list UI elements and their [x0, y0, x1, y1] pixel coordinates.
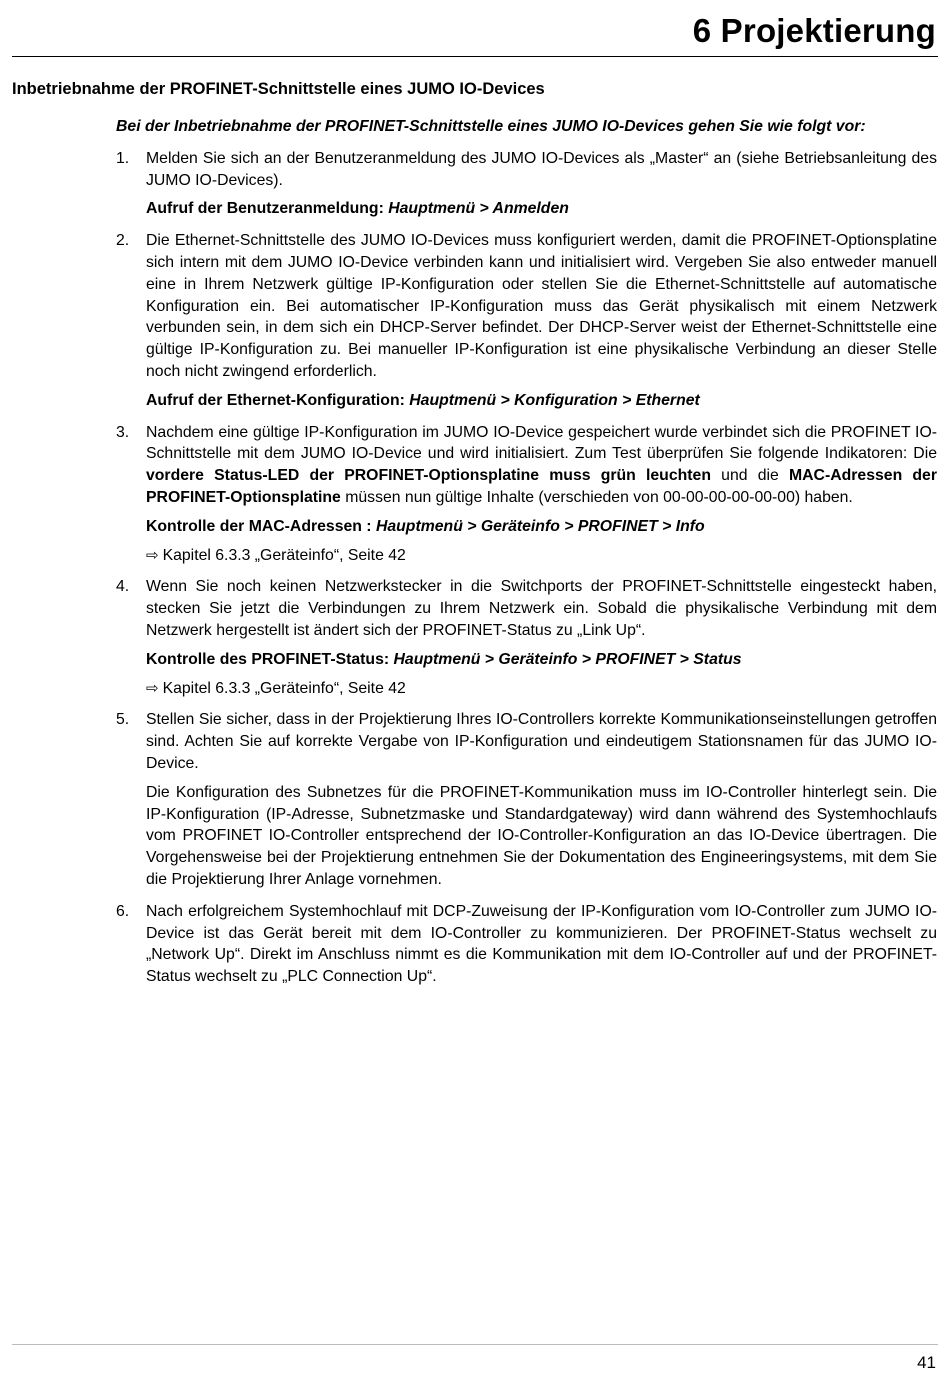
menu-path [146, 198, 937, 220]
step-number: 4. [116, 578, 130, 596]
step-4 [116, 576, 937, 699]
main-content [116, 114, 937, 998]
step-1 [116, 148, 937, 220]
cross-reference-link[interactable]: Kapitel 6.3.3 „Geräteinfo“, Seite 42 [162, 679, 406, 697]
step-number: 6. [116, 902, 130, 920]
step-number: 5. [116, 711, 130, 729]
menu-path [146, 390, 937, 412]
steps-list [116, 148, 937, 988]
step-number: 2. [116, 232, 130, 250]
step-number: 1. [116, 149, 130, 167]
step-text-part: Nachdem eine gültige IP-Konfiguration im JUMO IO-Device gespeichert wurde verbindet sich die PROFINET IO-Schnittstelle mit dem JUMO IO-Device und wird initialisiert. Zum Test überprüfen Sie folgende Indikatoren: Die [146, 423, 937, 463]
menu-path-label: Kontrolle der MAC-Adressen : [146, 517, 372, 535]
menu-path-value: Hauptmenü > Geräteinfo > PROFINET > Info [375, 517, 705, 535]
step-text-continued: Die Konfiguration des Subnetzes für die PROFINET-Kommunikation muss im IO-Controller hinterlegt sein. Die IP-Konfiguration (IP-Adresse, Subnetzmaske und Standardgateway) wird dann während des Systemhochlaufs vom PROFINET IO-Controller entsprechend der IO-Controller-Konfiguration an das IO-Device übertragen. Die Vorgehensweise bei der Projektierung entnehmen Sie der Dokumentation des Engineeringsystems, mit dem Sie die Projektierung Ihrer Anlage vornehmen. [146, 783, 937, 888]
chapter-title: 6 Projektierung [692, 12, 936, 49]
menu-path-value: Hauptmenü > Geräteinfo > PROFINET > Status [393, 650, 742, 668]
right-arrow-icon: ⇨ [146, 679, 159, 697]
step-text: Wenn Sie noch keinen Netzwerkstecker in die Switchports der PROFINET-Schnittstelle eingesteckt haben, stecken Sie jetzt die Verbindungen zu Ihrem Netzwerk ein. Sobald die physikalische Verbindung mit dem Netzwerk hergestellt ist ändert sich der PROFINET-Status zu „Link Up“. [146, 578, 937, 639]
menu-path-value: Hauptmenü > Anmelden [388, 200, 569, 218]
step-text-emphasis: vordere Status-LED der PROFINET-Optionsplatine muss grün leuchten [146, 467, 711, 485]
step-text: Stellen Sie sicher, dass in der Projektierung Ihres IO-Controllers korrekte Kommunikationseinstellungen getroffen sind. Achten Sie auf korrekte Vergabe von IP-Konfiguration und eindeutigem Stationsnamen für das JUMO IO-Device. [146, 711, 937, 772]
step-2 [116, 230, 937, 411]
step-6 [116, 901, 937, 988]
menu-path-label: Aufruf der Ethernet-Konfiguration: [146, 391, 405, 409]
menu-path-value: Hauptmenü > Konfiguration > Ethernet [409, 391, 700, 409]
right-arrow-icon: ⇨ [146, 546, 159, 564]
footer-rule [12, 1344, 938, 1345]
menu-path-label: Kontrolle des PROFINET-Status: [146, 650, 390, 668]
intro-text: Bei der Inbetriebnahme der PROFINET-Schnittstelle eines JUMO IO-Devices gehen Sie wie folgt vor: [116, 118, 866, 135]
step-3 [116, 422, 937, 567]
step-text [146, 422, 937, 509]
cross-reference[interactable] [146, 678, 937, 700]
cross-reference[interactable] [146, 545, 937, 567]
header-rule [12, 56, 938, 57]
step-number: 3. [116, 423, 130, 441]
menu-path [146, 516, 937, 538]
step-text-part: müssen nun gültige Inhalte (verschieden von 00-00-00-00-00-00) haben. [340, 488, 853, 506]
page-number: 41 [917, 1353, 936, 1372]
step-text: Die Ethernet-Schnittstelle des JUMO IO-Devices muss konfiguriert werden, damit die PROFINET-Optionsplatine sich intern mit dem JUMO IO-Device verbinden kann und initialisiert wird. Vergeben Sie also entweder manuell eine in Ihrem Netzwerk gültige IP-Konfiguration oder stellen Sie die Ethernet-Schnittstelle auf automatische Konfiguration ein. Bei automatischer IP-Konfiguration muss das Gerät physikalisch mit einem Netzwerk verbunden sein, in dem sich ein DHCP-Server befindet. Der DHCP-Server weist der Ethernet-Schnittstelle eine gültige IP-Konfiguration zu. Bei manueller IP-Konfiguration ist eine physikalische Verbindung an dieser Stelle noch nicht zwingend erforderlich. [146, 232, 937, 380]
menu-path [146, 649, 937, 671]
step-5 [116, 709, 937, 890]
step-text-part: und die [710, 467, 789, 485]
cross-reference-link[interactable]: Kapitel 6.3.3 „Geräteinfo“, Seite 42 [162, 546, 406, 564]
step-text-emphasis: MAC-Adressen der PROFINET-Optionsplatine [146, 467, 937, 506]
menu-path-label: Aufruf der Benutzeranmeldung: [146, 200, 384, 218]
section-heading: Inbetriebnahme der PROFINET-Schnittstelle eines JUMO IO-Devices [12, 80, 545, 98]
step-text: Nach erfolgreichem Systemhochlauf mit DCP-Zuweisung der IP-Konfiguration vom IO-Controller zum JUMO IO-Device ist das Gerät bereit mit dem IO-Controller zu kommunizieren. Der PROFINET-Status wechselt zu „Network Up“. Direkt im Anschluss nimmt es die Kommunikation mit dem IO-Controller auf und der PROFINET-Status wechselt zu „PLC Connection Up“. [146, 902, 937, 986]
step-text: Melden Sie sich an der Benutzeranmeldung des JUMO IO-Devices als „Master“ an (siehe Betriebsanleitung des JUMO IO-Devices). [146, 149, 937, 189]
